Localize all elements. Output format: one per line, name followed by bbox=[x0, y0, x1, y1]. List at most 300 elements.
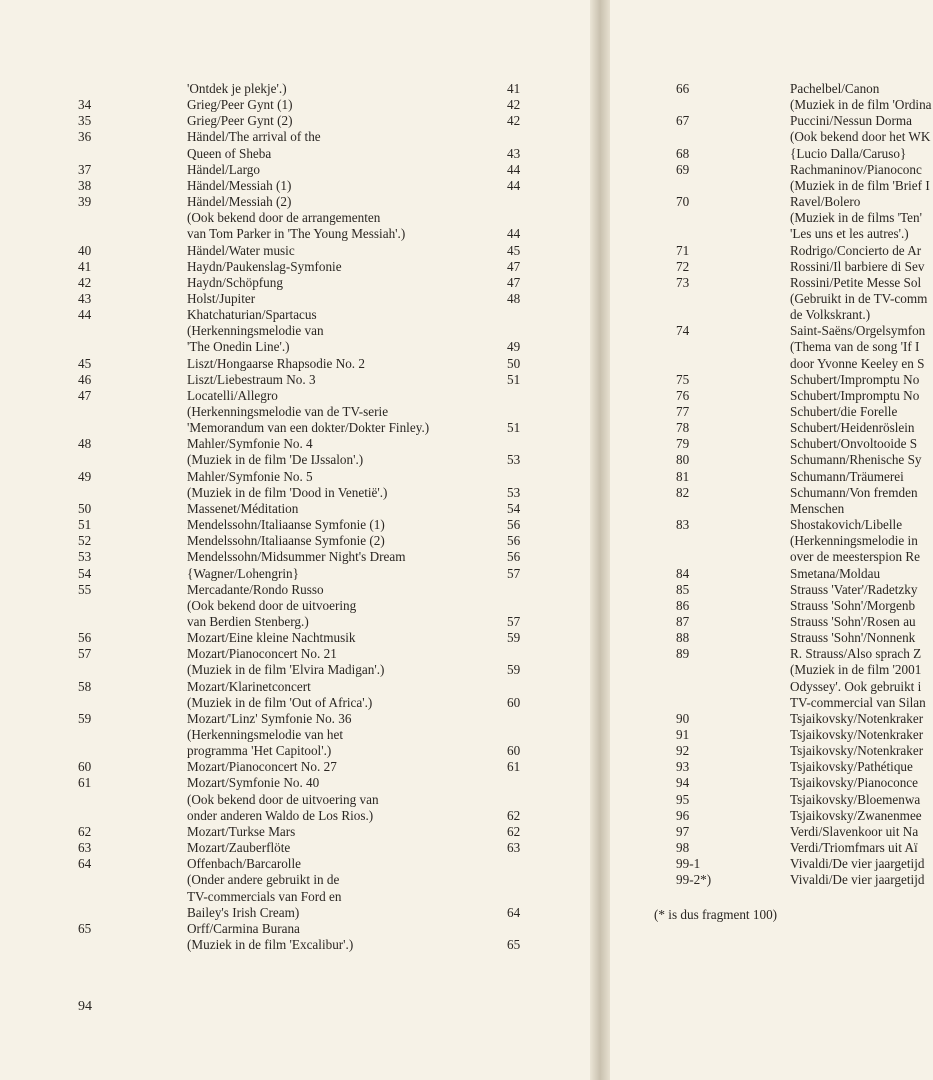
index-row bbox=[0, 81, 590, 97]
fragment-number: 79 bbox=[676, 436, 690, 452]
page-number: 94 bbox=[78, 999, 92, 1014]
index-row bbox=[610, 711, 933, 727]
index-row bbox=[610, 549, 933, 565]
fragment-title: Händel/Largo bbox=[187, 161, 260, 177]
index-row bbox=[0, 824, 590, 840]
index-row bbox=[610, 388, 933, 404]
index-row bbox=[0, 743, 590, 759]
fragment-number: 91 bbox=[676, 727, 690, 742]
fragment-title: (Ook bekend door de arrangementen bbox=[187, 210, 381, 226]
index-row bbox=[0, 792, 590, 808]
page-reference: 62 bbox=[507, 823, 521, 839]
index-row bbox=[0, 372, 590, 388]
fragment-title: Puccini/Nessun Dorma bbox=[790, 113, 912, 129]
index-row bbox=[610, 662, 933, 678]
fragment-title: Tsjaikovsky/Pianoconce bbox=[790, 775, 918, 791]
fragment-title: (Herkenningsmelodie van bbox=[187, 323, 324, 339]
index-row bbox=[610, 129, 933, 145]
index-row bbox=[0, 291, 590, 307]
page-reference: 44 bbox=[507, 226, 521, 242]
fragment-number: 75 bbox=[676, 371, 690, 387]
index-row bbox=[0, 662, 590, 678]
index-row bbox=[610, 113, 933, 129]
fragment-title: (Muziek in de films 'Ten' bbox=[790, 210, 923, 226]
index-row bbox=[610, 275, 933, 291]
fragment-title: Mozart/'Linz' Symfonie No. 36 bbox=[187, 710, 352, 726]
index-row bbox=[610, 469, 933, 485]
index-row bbox=[610, 356, 933, 372]
page-reference: 53 bbox=[507, 484, 521, 500]
index-row bbox=[0, 533, 590, 549]
index-row bbox=[0, 840, 590, 856]
fragment-title: (Muziek in de film 'Dood in Venetië'.) bbox=[187, 484, 388, 500]
index-row bbox=[610, 808, 933, 824]
index-row bbox=[0, 210, 590, 226]
fragment-title: Mercadante/Rondo Russo bbox=[187, 581, 324, 597]
fragment-title: (Muziek in de film 'Elvira Madigan'.) bbox=[187, 662, 385, 678]
index-row bbox=[610, 146, 933, 162]
fragment-title: (Muziek in de film '2001 bbox=[790, 662, 922, 678]
fragment-title: Schumann/Träumerei bbox=[790, 468, 904, 484]
fragment-title: Locatelli/Allegro bbox=[187, 387, 278, 403]
fragment-title: Haydn/Schöpfung bbox=[187, 274, 283, 290]
index-row bbox=[610, 323, 933, 339]
fragment-number: 34 bbox=[78, 97, 92, 113]
fragment-title: Vivaldi/De vier jaargetijd bbox=[790, 856, 925, 872]
fragment-title: Mahler/Symfonie No. 4 bbox=[187, 436, 313, 452]
index-row bbox=[0, 178, 590, 194]
index-row bbox=[0, 711, 590, 727]
index-row bbox=[0, 759, 590, 775]
index-row bbox=[0, 501, 590, 517]
index-row bbox=[610, 307, 933, 323]
index-row bbox=[610, 792, 933, 808]
fragment-number: 58 bbox=[78, 678, 92, 694]
fragment-title: Rossini/Il barbiere di Sev bbox=[790, 258, 925, 274]
fragment-title: {Lucio Dalla/Caruso} bbox=[790, 145, 907, 161]
page-reference: 60 bbox=[507, 743, 521, 759]
fragment-title: Ravel/Bolero bbox=[790, 194, 861, 210]
index-row bbox=[610, 630, 933, 646]
fragment-number: 63 bbox=[78, 840, 92, 856]
fragment-number: 65 bbox=[78, 920, 92, 936]
index-row bbox=[610, 452, 933, 468]
index-row bbox=[0, 598, 590, 614]
fragment-number: 35 bbox=[78, 113, 92, 129]
index-row bbox=[610, 727, 933, 743]
fragment-number: 90 bbox=[676, 710, 690, 726]
index-row bbox=[0, 549, 590, 565]
fragment-number: 76 bbox=[676, 387, 690, 403]
fragment-title: Mozart/Pianoconcert No. 21 bbox=[187, 646, 337, 662]
index-row bbox=[610, 759, 933, 775]
fragment-title: (Gebruikt in de TV-comm bbox=[790, 290, 928, 306]
index-row bbox=[610, 259, 933, 275]
fragment-number: 93 bbox=[676, 759, 690, 775]
index-row bbox=[0, 452, 590, 468]
fragment-title: 'The Onedin Line'.) bbox=[187, 339, 290, 355]
index-row bbox=[0, 582, 590, 598]
fragment-title: Schumann/Von fremden bbox=[790, 484, 918, 500]
fragment-title: (Ook bekend door de uitvoering van bbox=[187, 791, 379, 807]
page-reference: 48 bbox=[507, 290, 521, 306]
page-reference: 49 bbox=[507, 339, 521, 355]
fragment-number: 62 bbox=[78, 823, 92, 839]
index-row bbox=[610, 226, 933, 242]
index-row bbox=[610, 291, 933, 307]
fragment-title: Händel/Messiah (1) bbox=[187, 177, 292, 193]
fragment-number: 77 bbox=[676, 404, 690, 419]
fragment-number: 54 bbox=[78, 565, 92, 581]
index-row bbox=[0, 646, 590, 662]
index-row bbox=[610, 566, 933, 582]
index-row bbox=[0, 388, 590, 404]
fragment-number: 45 bbox=[78, 355, 92, 371]
page-reference: 42 bbox=[507, 97, 521, 113]
index-row bbox=[0, 97, 590, 113]
index-row bbox=[0, 921, 590, 937]
fragment-title: Orff/Carmina Burana bbox=[187, 920, 300, 936]
fragment-number: 82 bbox=[676, 484, 690, 500]
fragment-number: 98 bbox=[676, 840, 690, 856]
index-row bbox=[0, 775, 590, 791]
index-row bbox=[0, 259, 590, 275]
fragment-title: (Muziek in de film 'Brief I bbox=[790, 177, 930, 193]
fragment-title: Strauss 'Vater'/Radetzky bbox=[790, 581, 918, 597]
fragment-title: Mozart/Zauberflöte bbox=[187, 840, 291, 856]
fragment-title: (Muziek in de film 'Excalibur'.) bbox=[187, 936, 354, 952]
fragment-title: Shostakovich/Libelle bbox=[790, 517, 903, 533]
fragment-number: 36 bbox=[78, 129, 92, 145]
index-row bbox=[610, 856, 933, 872]
index-row bbox=[0, 146, 590, 162]
fragment-title: R. Strauss/Also sprach Z bbox=[790, 646, 922, 662]
fragment-number: 48 bbox=[78, 436, 92, 452]
index-row bbox=[610, 614, 933, 630]
page-reference: 64 bbox=[507, 904, 521, 920]
index-row bbox=[0, 404, 590, 420]
fragment-number: 85 bbox=[676, 581, 690, 597]
fragment-title: (Herkenningsmelodie in bbox=[790, 533, 918, 549]
fragment-title: Schubert/Onvoltooide S bbox=[790, 436, 918, 452]
index-row bbox=[610, 598, 933, 614]
fragment-number: 61 bbox=[78, 775, 92, 791]
index-row bbox=[0, 356, 590, 372]
page-reference: 42 bbox=[507, 113, 521, 129]
index-row bbox=[0, 905, 590, 921]
page-reference: 54 bbox=[507, 500, 521, 516]
page-reference: 44 bbox=[507, 161, 521, 177]
fragment-title: Holst/Jupiter bbox=[187, 290, 256, 306]
index-row bbox=[0, 113, 590, 129]
fragment-title: {Wagner/Lohengrin} bbox=[187, 565, 299, 581]
index-row bbox=[610, 178, 933, 194]
index-row bbox=[610, 824, 933, 840]
fragment-number: 78 bbox=[676, 420, 690, 436]
fragment-title: over de meesterspion Re bbox=[790, 549, 921, 565]
fragment-title: Bailey's Irish Cream) bbox=[187, 904, 300, 920]
fragment-title: Grieg/Peer Gynt (1) bbox=[187, 97, 293, 113]
index-row bbox=[0, 307, 590, 323]
index-row bbox=[610, 646, 933, 662]
fragment-number: 99-2*) bbox=[676, 872, 712, 888]
index-row bbox=[610, 243, 933, 259]
fragment-title: Händel/Water music bbox=[187, 242, 295, 258]
index-row bbox=[0, 243, 590, 259]
fragment-number: 41 bbox=[78, 258, 92, 274]
page-reference: 50 bbox=[507, 355, 521, 371]
fragment-number: 80 bbox=[676, 452, 690, 468]
fragment-number: 42 bbox=[78, 274, 92, 290]
fragment-title: Mozart/Pianoconcert No. 27 bbox=[187, 759, 337, 775]
index-row bbox=[610, 485, 933, 501]
fragment-title: Haydn/Paukenslag-Symfonie bbox=[187, 258, 342, 274]
index-row bbox=[610, 840, 933, 856]
fragment-number: 95 bbox=[676, 791, 690, 807]
fragment-title: Schubert/Impromptu No bbox=[790, 371, 920, 387]
index-row bbox=[0, 630, 590, 646]
fragment-title: Schumann/Rhenische Sy bbox=[790, 452, 922, 468]
index-row bbox=[610, 210, 933, 226]
fragment-number: 97 bbox=[676, 823, 690, 839]
fragment-title: Verdi/Triomfmars uit Aï bbox=[790, 840, 918, 856]
index-row bbox=[610, 775, 933, 791]
fragment-title: Mozart/Turkse Mars bbox=[187, 823, 296, 839]
index-row bbox=[0, 695, 590, 711]
fragment-title: TV-commercial van Silan bbox=[790, 694, 926, 710]
fragment-title: Menschen bbox=[790, 500, 845, 516]
index-row bbox=[0, 339, 590, 355]
page-reference: 47 bbox=[507, 274, 521, 290]
fragment-title: Grieg/Peer Gynt (2) bbox=[187, 113, 293, 129]
page-reference: 62 bbox=[507, 807, 521, 823]
fragment-title: 'Les uns et les autres'.) bbox=[790, 226, 909, 242]
index-row bbox=[0, 614, 590, 630]
page-reference: 57 bbox=[507, 613, 521, 629]
index-row bbox=[0, 566, 590, 582]
index-row bbox=[0, 436, 590, 452]
fragment-title: Saint-Saëns/Orgelsymfon bbox=[790, 323, 926, 339]
fragment-title: door Yvonne Keeley en S bbox=[790, 355, 925, 371]
fragment-title: Mozart/Symfonie No. 40 bbox=[187, 775, 320, 791]
index-row bbox=[610, 533, 933, 549]
fragment-title: Tsjaikovsky/Pathétique bbox=[790, 759, 913, 775]
fragment-title: Strauss 'Sohn'/Morgenb bbox=[790, 597, 916, 613]
index-row bbox=[0, 275, 590, 291]
page-reference: 63 bbox=[507, 840, 521, 856]
fragment-title: Pachelbel/Canon bbox=[790, 81, 880, 96]
fragment-title: Khatchaturian/Spartacus bbox=[187, 307, 317, 323]
page-reference: 41 bbox=[507, 81, 521, 96]
fragment-title: Offenbach/Barcarolle bbox=[187, 856, 301, 872]
fragment-title: (Muziek in de film 'De IJssalon'.) bbox=[187, 452, 364, 468]
index-row bbox=[610, 582, 933, 598]
fragment-title: Strauss 'Sohn'/Rosen au bbox=[790, 613, 916, 629]
fragment-number: 88 bbox=[676, 630, 690, 646]
fragment-title: 'Memorandum van een dokter/Dokter Finley.) bbox=[187, 420, 430, 436]
fragment-title: Queen of Sheba bbox=[187, 145, 272, 161]
fragment-number: 51 bbox=[78, 517, 92, 533]
index-row bbox=[610, 436, 933, 452]
fragment-title: Händel/The arrival of the bbox=[187, 129, 321, 145]
fragment-number: 60 bbox=[78, 759, 92, 775]
fragment-number: 52 bbox=[78, 533, 92, 549]
fragment-number: 44 bbox=[78, 307, 92, 323]
fragment-number: 96 bbox=[676, 807, 690, 823]
index-row bbox=[610, 872, 933, 888]
footnote: (* is dus fragment 100) bbox=[654, 907, 778, 922]
fragment-title: onder anderen Waldo de Los Rios.) bbox=[187, 807, 374, 823]
fragment-number: 50 bbox=[78, 500, 92, 516]
fragment-title: (Muziek in de film 'Out of Africa'.) bbox=[187, 694, 373, 710]
fragment-title: Schubert/Heidenröslein bbox=[790, 420, 915, 436]
index-row bbox=[610, 743, 933, 759]
page-reference: 57 bbox=[507, 565, 521, 581]
page-reference: 56 bbox=[507, 533, 521, 549]
fragment-title: Rodrigo/Concierto de Ar bbox=[790, 242, 922, 258]
fragment-title: Mendelssohn/Midsummer Night's Dream bbox=[187, 549, 406, 565]
index-row bbox=[610, 372, 933, 388]
fragment-number: 86 bbox=[676, 597, 690, 613]
fragment-title: Tsjaikovsky/Zwanenmee bbox=[790, 807, 922, 823]
fragment-number: 56 bbox=[78, 630, 92, 646]
fragment-title: van Berdien Stenberg.) bbox=[187, 613, 309, 629]
fragment-title: Strauss 'Sohn'/Nonnenk bbox=[790, 630, 916, 646]
fragment-title: (Onder andere gebruikt in de bbox=[187, 872, 340, 888]
page-reference: 65 bbox=[507, 936, 521, 952]
index-row bbox=[0, 194, 590, 210]
fragment-title: de Volkskrant.) bbox=[790, 307, 871, 323]
fragment-number: 46 bbox=[78, 371, 92, 387]
fragment-title: (Ook bekend door de uitvoering bbox=[187, 597, 357, 613]
fragment-title: Liszt/Liebestraum No. 3 bbox=[187, 371, 316, 387]
fragment-title: Vivaldi/De vier jaargetijd bbox=[790, 872, 925, 888]
fragment-number: 69 bbox=[676, 161, 690, 177]
index-row bbox=[610, 404, 933, 420]
fragment-number: 49 bbox=[78, 468, 92, 484]
index-row bbox=[0, 323, 590, 339]
index-row bbox=[610, 695, 933, 711]
fragment-number: 68 bbox=[676, 145, 690, 161]
fragment-title: Mozart/Eine kleine Nachtmusik bbox=[187, 630, 356, 646]
fragment-title: (Thema van de song 'If I bbox=[790, 339, 920, 355]
fragment-number: 84 bbox=[676, 565, 690, 581]
fragment-title: 'Ontdek je plekje'.) bbox=[187, 81, 287, 96]
fragment-title: van Tom Parker in 'The Young Messiah'.) bbox=[187, 226, 406, 242]
fragment-number: 53 bbox=[78, 549, 92, 565]
fragment-number: 47 bbox=[78, 387, 92, 403]
fragment-title: TV-commercials van Ford en bbox=[187, 888, 342, 904]
fragment-number: 40 bbox=[78, 242, 92, 258]
page-reference: 47 bbox=[507, 258, 521, 274]
page-reference: 56 bbox=[507, 517, 521, 533]
index-row bbox=[610, 420, 933, 436]
fragment-title: Schubert/die Forelle bbox=[790, 404, 898, 419]
fragment-number: 59 bbox=[78, 710, 92, 726]
fragment-title: Tsjaikovsky/Notenkraker bbox=[790, 710, 924, 726]
fragment-number: 83 bbox=[676, 517, 690, 533]
fragment-title: Liszt/Hongaarse Rhapsodie No. 2 bbox=[187, 355, 365, 371]
index-row bbox=[0, 872, 590, 888]
page-reference: 51 bbox=[507, 420, 521, 436]
index-row bbox=[0, 485, 590, 501]
fragment-number: 71 bbox=[676, 242, 690, 258]
index-row bbox=[610, 194, 933, 210]
fragment-title: Mozart/Klarinetconcert bbox=[187, 678, 311, 694]
fragment-title: Tsjaikovsky/Notenkraker bbox=[790, 743, 924, 759]
index-row bbox=[610, 679, 933, 695]
index-row bbox=[0, 129, 590, 145]
fragment-number: 92 bbox=[676, 743, 690, 759]
fragment-number: 74 bbox=[676, 323, 690, 339]
index-row bbox=[610, 97, 933, 113]
fragment-title: Mendelssohn/Italiaanse Symfonie (2) bbox=[187, 533, 385, 549]
page-reference: 51 bbox=[507, 371, 521, 387]
fragment-title: Mendelssohn/Italiaanse Symfonie (1) bbox=[187, 517, 385, 533]
index-row bbox=[0, 679, 590, 695]
index-row bbox=[0, 937, 590, 953]
index-row bbox=[0, 162, 590, 178]
page-reference: 59 bbox=[507, 630, 521, 646]
fragment-number: 81 bbox=[676, 468, 690, 484]
fragment-title: Mahler/Symfonie No. 5 bbox=[187, 468, 313, 484]
right-page bbox=[610, 0, 933, 1080]
fragment-number: 37 bbox=[78, 161, 92, 177]
fragment-number: 72 bbox=[676, 258, 690, 274]
page-reference: 53 bbox=[507, 452, 521, 468]
index-row bbox=[0, 226, 590, 242]
fragment-title: Smetana/Moldau bbox=[790, 565, 881, 581]
index-row bbox=[610, 517, 933, 533]
fragment-title: (Herkenningsmelodie van het bbox=[187, 727, 344, 742]
page-reference: 43 bbox=[507, 145, 521, 161]
index-row bbox=[0, 808, 590, 824]
fragment-number: 66 bbox=[676, 81, 690, 96]
page-reference: 56 bbox=[507, 549, 521, 565]
index-row bbox=[0, 889, 590, 905]
fragment-title: programma 'Het Capitool'.) bbox=[187, 743, 332, 759]
fragment-title: Händel/Messiah (2) bbox=[187, 194, 292, 210]
fragment-number: 89 bbox=[676, 646, 690, 662]
fragment-number: 64 bbox=[78, 856, 92, 872]
index-row bbox=[0, 517, 590, 533]
fragment-number: 94 bbox=[676, 775, 690, 791]
index-row bbox=[610, 339, 933, 355]
fragment-title: Tsjaikovsky/Bloemenwa bbox=[790, 791, 921, 807]
fragment-number: 99-1 bbox=[676, 856, 701, 872]
fragment-number: 38 bbox=[78, 177, 92, 193]
fragment-title: Verdi/Slavenkoor uit Na bbox=[790, 823, 919, 839]
page-reference: 60 bbox=[507, 694, 521, 710]
index-row bbox=[0, 469, 590, 485]
fragment-title: Massenet/Méditation bbox=[187, 500, 299, 516]
index-row bbox=[610, 81, 933, 97]
fragment-title: (Ook bekend door het WK bbox=[790, 129, 931, 145]
index-row bbox=[0, 420, 590, 436]
page-reference: 61 bbox=[507, 759, 521, 775]
page-reference: 45 bbox=[507, 242, 521, 258]
fragment-title: Rossini/Petite Messe Sol bbox=[790, 274, 922, 290]
fragment-number: 73 bbox=[676, 274, 690, 290]
fragment-number: 43 bbox=[78, 290, 92, 306]
fragment-title: (Muziek in de film 'Ordina bbox=[790, 97, 932, 113]
fragment-title: Rachmaninov/Pianoconc bbox=[790, 161, 922, 177]
fragment-title: Schubert/Impromptu No bbox=[790, 387, 920, 403]
fragment-number: 67 bbox=[676, 113, 690, 129]
book-gutter bbox=[590, 0, 610, 1080]
index-row bbox=[0, 856, 590, 872]
index-row bbox=[0, 727, 590, 743]
